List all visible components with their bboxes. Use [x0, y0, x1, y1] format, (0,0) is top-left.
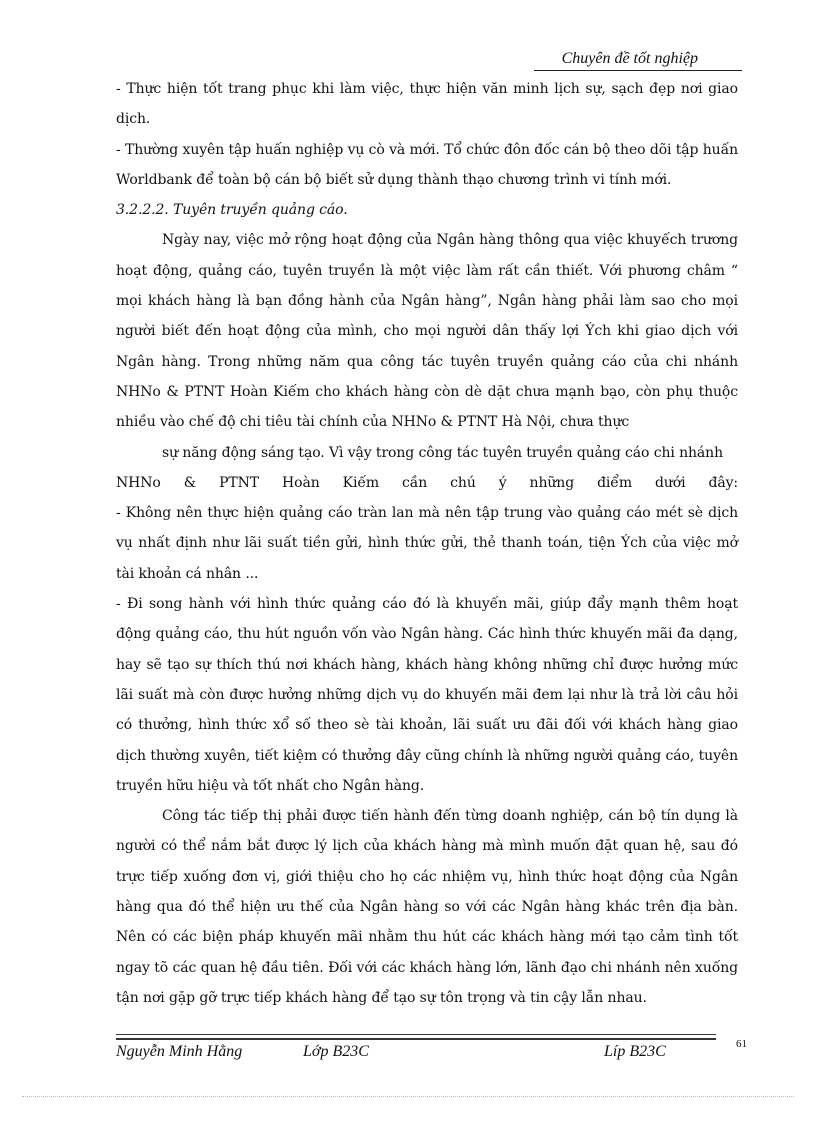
footer-author: Nguyễn Minh Hằng: [116, 1043, 243, 1060]
paragraph-advertising-intro: Ngày nay, việc mở rộng hoạt động của Ngân hàng thông qua việc khuyếch trương hoạt động, quảng cáo, tuyên truyền là một việc làm rất cần thiết. Với phương châm “ mọi khách hàng là bạn đồng hành của Ngân hàng”, Ngân hàng phải làm sao cho mọi người biết đến hoạt động của mình, cho mọi người dân thấy lợi Ých khi giao dịch với Ngân hàng. Trong những năm qua công tác tuyên truyền quảng cáo của chi nhánh NHNo & PTNT Hoàn Kiếm cho khách hàng còn dè dặt chưa mạnh bạo, còn phụ thuộc nhiều vào chế độ chi tiêu tài chính của NHNo & PTNT Hà Nội, chưa thực: [116, 232, 738, 431]
paragraph-continuation-2: NHNo & PTNT Hoàn Kiếm cần chú ý những điểm dưới đây:: [116, 474, 738, 491]
body-text: [116, 74, 738, 1013]
paragraph-marketing: Công tác tiếp thị phải được tiến hành đến từng doanh nghiệp, cán bộ tín dụng là người có thể nắm bắt được lý lịch của khách hàng mà mình muốn đặt quan hệ, sau đó trực tiếp xuống đơn vị, giới thiệu cho họ các nhiệm vụ, hình thức hoạt động của Ngân hàng qua đó thể hiện ưu thế của Ngân hàng so với các Ngân hàng khác trên địa bàn. Nên có các biện pháp khuyến mãi nhằm thu hút các khách hàng mới tạo cảm tình tốt ngay tõ các quan hệ đầu tiên. Đối với các khách hàng lớn, lãnh đạo chi nhánh nên xuống tận nơi gặp gỡ trực tiếp khách hàng để tạo sự tôn trọng và tin cậy lẫn nhau.: [116, 808, 738, 1006]
footer-rule: [116, 1034, 716, 1035]
footer-rule-thick: [116, 1038, 716, 1040]
header-rule: [534, 70, 742, 71]
section-heading: 3.2.2.2. Tuyên truyền quảng cáo.: [116, 202, 348, 219]
header-title: Chuyên đề tốt nghiệp: [561, 50, 698, 67]
footer-class: Lớp B23C: [303, 1043, 369, 1060]
paragraph-continuation: sự năng động sáng tạo. Vì vậy trong công tác tuyên truyền quảng cáo chi nhánh: [162, 444, 724, 461]
paragraph-promotions: - Đi song hành với hình thức quảng cáo đó là khuyến mãi, giúp đẩy mạnh thêm hoạt động quảng cáo, thu hút nguồn vốn vào Ngân hàng. Các hình thức khuyến mãi đa dạng, hay sẽ tạo sự thích thú nơi khách hàng, khách hàng không những chỉ được hưởng mức lãi suất mà còn được hưởng những dịch vụ do khuyến mãi đem lại như là trả lời câu hỏi có thưởng, hình thức xổ số theo sè tài khoản, lãi suất ưu đãi đối với khách hàng giao dịch thường xuyên, tiết kiệm có thưởng đây cũng chính là những người quảng cáo, tuyên truyền hữu hiệu và tốt nhất cho Ngân hàng.: [116, 596, 738, 794]
paragraph-training: - Thường xuyên tập huấn nghiệp vụ cò và mới. Tổ chức đôn đốc cán bộ theo dõi tập huấn Worldbank để toàn bộ cán bộ biết sử dụng thành thạo chương trình vi tính mới.: [116, 141, 738, 188]
page-bottom-divider: [22, 1096, 794, 1097]
paragraph-attire: - Thực hiện tốt trang phục khi làm việc, thực hiện văn minh lịch sự, sạch đẹp nơi giao dịch.: [116, 81, 738, 128]
paragraph-focused-ads: - Không nên thực hiện quảng cáo tràn lan mà nên tập trung vào quảng cáo mét sè dịch vụ nhất định như lãi suất tiền gửi, hình thức gửi, thẻ thanh toán, tiện Ých của việc mở tài khoản cá nhân ...: [116, 505, 738, 582]
page-number: 61: [736, 1038, 747, 1050]
footer-class-2: Líp B23C: [604, 1043, 666, 1060]
